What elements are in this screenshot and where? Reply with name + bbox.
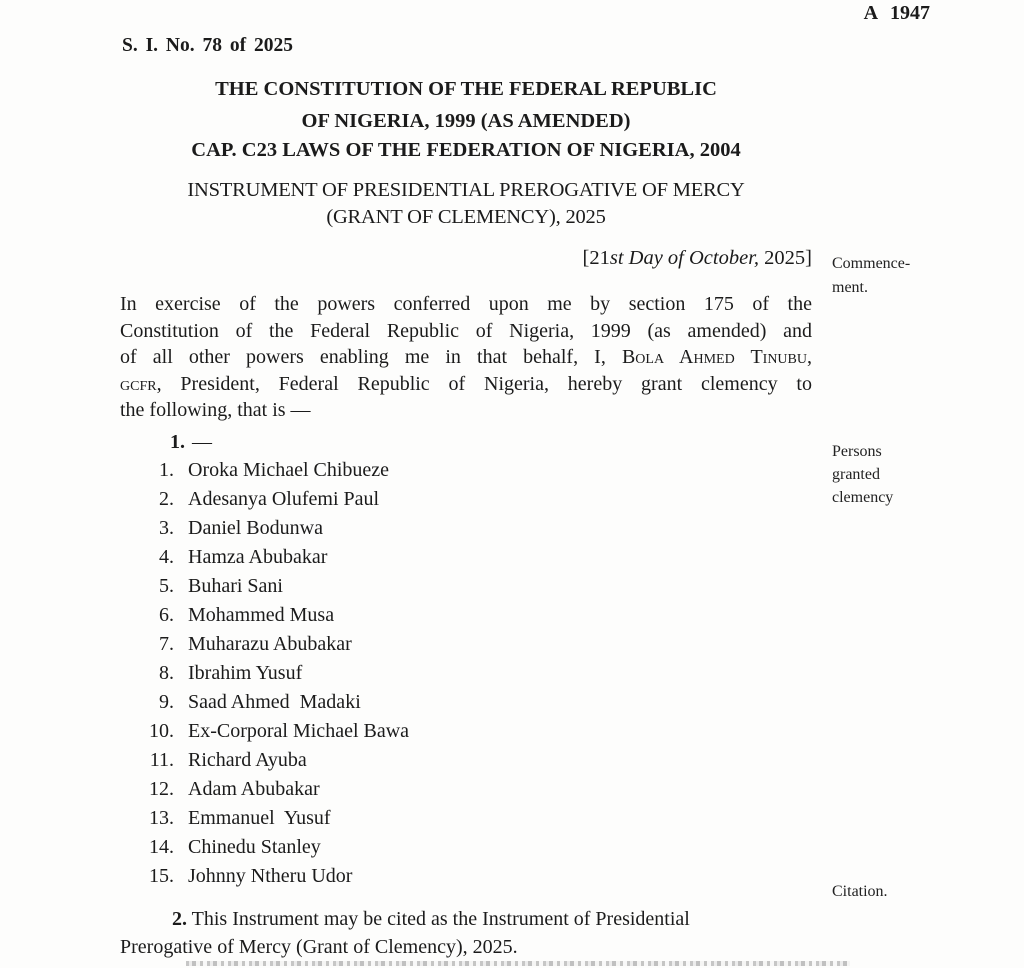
cap-title: CAP. C23 LAWS OF THE FEDERATION OF NIGERIA, 2004 <box>191 139 741 161</box>
date-open: [21 <box>582 247 610 269</box>
clemency-list <box>120 459 409 894</box>
list-item <box>120 575 409 604</box>
commencement-date <box>120 247 812 270</box>
list-item <box>120 691 409 720</box>
intro-line-1: In exercise of the powers conferred upon me by section 175 of the <box>120 293 812 315</box>
margin-note-citation: Citation. <box>832 883 888 900</box>
list-item-name: Emmanuel Yusuf <box>188 807 331 829</box>
list-item-number: 8. <box>159 662 174 684</box>
list-item-name: Adam Abubakar <box>188 778 320 800</box>
list-item <box>120 778 409 807</box>
list-item <box>120 517 409 546</box>
list-item-name: Oroka Michael Chibueze <box>188 459 390 481</box>
margin-note-commencement: Commence- ment. <box>832 255 911 296</box>
list-item-number: 11. <box>149 749 174 771</box>
si-number: S. I. No. 78 of 2025 <box>122 35 294 56</box>
list-item-number: 1. <box>159 459 174 481</box>
list-item-name: Mohammed Musa <box>188 604 335 626</box>
list-item-number: 2. <box>159 488 174 510</box>
list-item <box>120 459 409 488</box>
list-item-name: Richard Ayuba <box>188 749 307 771</box>
page-number: A 1947 <box>863 2 930 24</box>
list-item <box>120 720 409 749</box>
list-item <box>120 749 409 778</box>
section-1-number: 1. <box>170 431 185 453</box>
instrument-title <box>120 177 812 231</box>
list-item-number: 5. <box>159 575 174 597</box>
list-item-number: 12. <box>149 778 174 800</box>
list-item-number: 14. <box>149 836 174 858</box>
list-item-number: 13. <box>149 807 174 829</box>
date-close: 2025] <box>759 247 812 269</box>
list-item-name: Daniel Bodunwa <box>188 517 323 539</box>
list-item-number: 6. <box>159 604 174 626</box>
section-2-line-1: 2. This Instrument may be cited as the Instrument of Presidential <box>172 908 690 930</box>
list-item-name: Johnny Ntheru Udor <box>188 865 353 887</box>
list-item-number: 3. <box>159 517 174 539</box>
section-1-heading <box>170 431 212 454</box>
intro-line-4: gcfr, President, Federal Republic of Nigeria, hereby grant clemency to <box>120 372 812 395</box>
list-item-name: Chinedu Stanley <box>188 836 321 858</box>
constitution-title <box>120 73 812 137</box>
list-item-number: 15. <box>149 865 174 887</box>
list-item <box>120 865 409 894</box>
cutoff-text-strip <box>186 961 850 966</box>
intro-line-2: Constitution of the Federal Republic of Nigeria, 1999 (as amended) and <box>120 319 812 342</box>
date-italic: st Day of October, <box>609 247 760 269</box>
list-item-name: Hamza Abubakar <box>188 546 328 568</box>
list-item-number: 10. <box>149 720 174 742</box>
constitution-title-line1: THE CONSTITUTION OF THE FEDERAL REPUBLIC <box>215 78 717 100</box>
list-item-name: Saad Ahmed Madaki <box>188 691 361 713</box>
section-2-paragraph <box>120 905 820 961</box>
constitution-title-line2: OF NIGERIA, 1999 (AS AMENDED) <box>301 110 631 132</box>
list-item <box>120 662 409 691</box>
list-item-name: Ibrahim Yusuf <box>188 662 303 684</box>
section-1-dash: — <box>192 431 212 453</box>
section-2-number: 2. <box>172 908 187 930</box>
list-item-number: 9. <box>159 691 174 713</box>
list-item <box>120 488 409 517</box>
president-name: Bola Ahmed Tinubu <box>621 346 807 369</box>
instrument-title-line1: INSTRUMENT OF PRESIDENTIAL PREROGATIVE OF MERCY <box>187 179 745 201</box>
intro-line-3: of all other powers enabling me in that behalf, I, Bola Ahmed Tinubu, <box>120 346 812 369</box>
list-item-name: Adesanya Olufemi Paul <box>188 488 380 510</box>
intro-paragraph <box>120 291 812 424</box>
list-item-name: Muharazu Abubakar <box>188 633 352 655</box>
list-item <box>120 807 409 836</box>
list-item-number: 7. <box>159 633 174 655</box>
list-item <box>120 604 409 633</box>
list-item <box>120 836 409 865</box>
margin-note-persons-granted-clemency: Persons granted clemency <box>832 443 894 506</box>
honorific-gcfr: gcfr <box>120 372 157 395</box>
list-item <box>120 546 409 575</box>
list-item <box>120 633 409 662</box>
section-2-line-2: Prerogative of Mercy (Grant of Clemency), 2025. <box>120 936 518 958</box>
intro-line-5: the following, that is — <box>120 399 311 422</box>
list-item-name: Ex-Corporal Michael Bawa <box>188 720 410 742</box>
list-item-number: 4. <box>159 546 174 568</box>
instrument-title-line2: (GRANT OF CLEMENCY), 2025 <box>326 206 606 228</box>
list-item-name: Buhari Sani <box>188 575 283 597</box>
